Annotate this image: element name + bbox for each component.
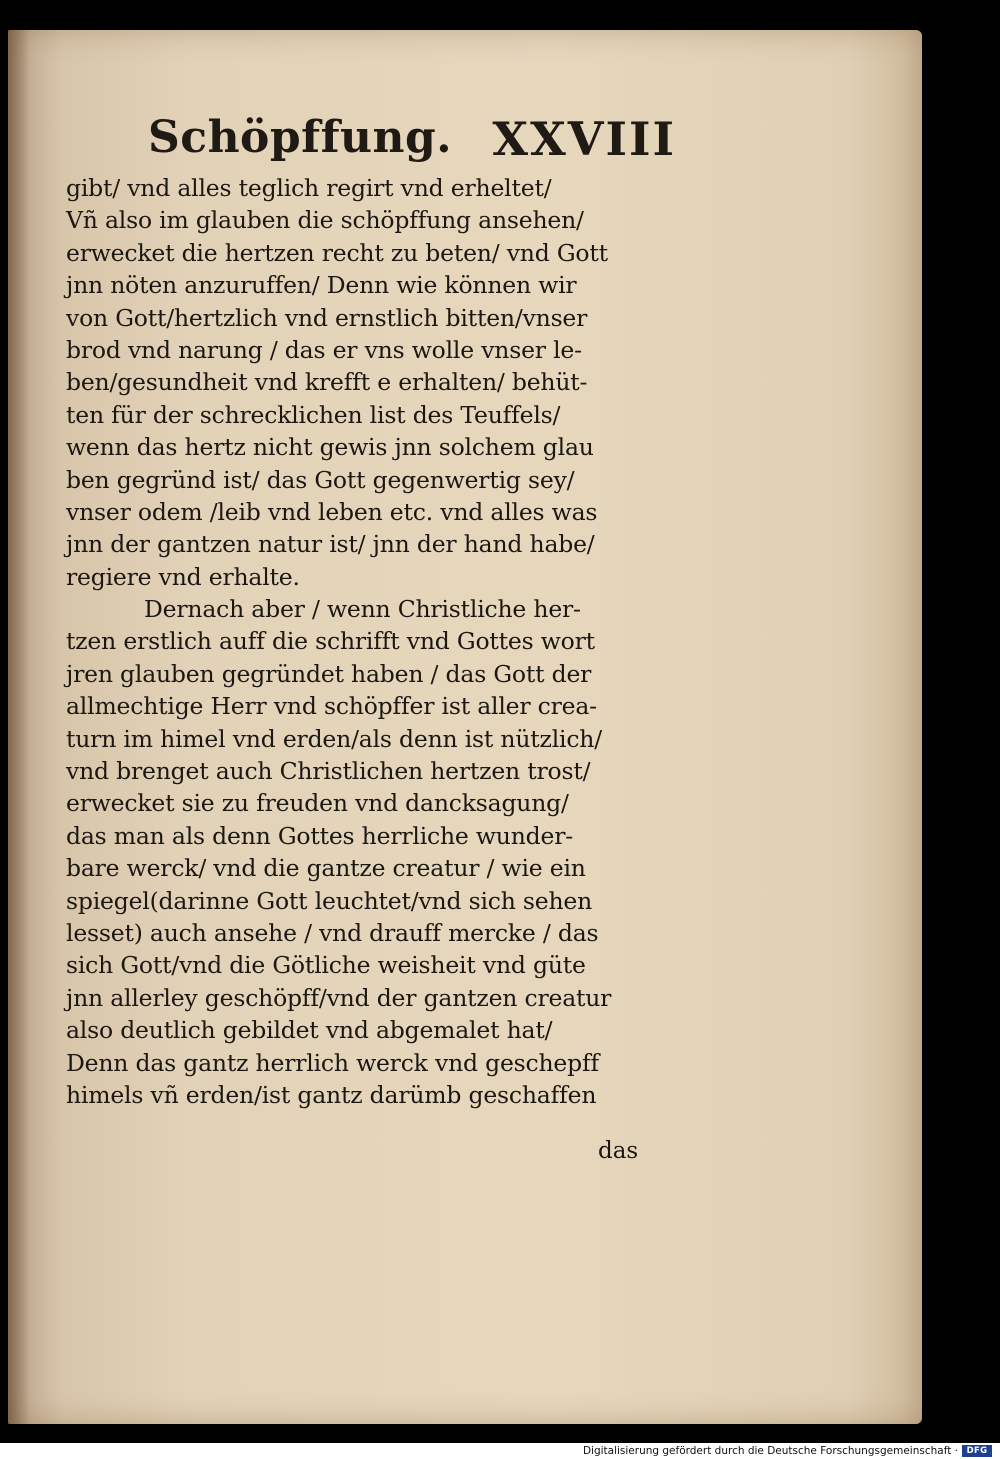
text-line: vnser odem /leib vnd leben etc. vnd alles was: [66, 497, 598, 526]
body-text: [66, 172, 666, 1111]
text-line: wenn das hertz nicht gewis jnn solchem glau: [66, 433, 594, 462]
text-line: das man als denn Gottes herrliche wunder-: [66, 821, 573, 850]
running-head: [148, 112, 676, 174]
text-line: brod vnd narung / das er vns wolle vnser le-: [66, 335, 582, 364]
page-spine-shadow: [8, 30, 30, 1424]
folio-number: XXVIII: [492, 112, 676, 166]
text-line: allmechtige Herr vnd schöpffer ist aller crea-: [66, 692, 597, 721]
running-title: Schöpffung.: [148, 112, 453, 163]
text-line: vnd brenget auch Christlichen hertzen trost/: [66, 757, 591, 786]
text-line: ben gegründ ist/ das Gott gegenwertig sey/: [66, 465, 575, 494]
text-line: von Gott/hertzlich vnd ernstlich bitten/vnser: [66, 303, 588, 332]
text-line: erwecket sie zu freuden vnd dancksagung/: [66, 789, 569, 818]
text-line: gibt/ vnd alles teglich regirt vnd erheltet/: [66, 174, 552, 202]
text-line: himels vñ erden/ist gantz darümb geschaffen: [66, 1080, 597, 1109]
text-line: turn im himel vnd erden/als denn ist nützlich/: [66, 724, 602, 753]
text-line: bare werck/ vnd die gantze creatur / wie ein: [66, 854, 586, 883]
catchword: das: [598, 1138, 639, 1164]
text-line: erwecket die hertzen recht zu beten/ vnd Gott: [66, 238, 608, 267]
text-line: ten für der schrecklichen list des Teuffels/: [66, 400, 561, 429]
text-line: jren glauben gegründet haben / das Gott der: [66, 659, 592, 688]
text-line: ben/gesundheit vnd krefft e erhalten/ behüt-: [66, 368, 588, 397]
text-line: sich Gott/vnd die Götliche weisheit vnd güte: [66, 951, 586, 980]
text-line: lesset) auch ansehe / vnd drauff mercke / das: [66, 918, 599, 947]
text-line: Denn das gantz herrlich werck vnd geschepff: [66, 1048, 599, 1077]
text-line: regiere vnd erhalte.: [66, 562, 300, 591]
text-line: tzen erstlich auff die schrifft vnd Gottes wort: [66, 627, 595, 656]
text-line: also deutlich gebildet vnd abgemalet hat/: [66, 1016, 553, 1045]
dfg-logo: DFG: [962, 1445, 992, 1457]
text-line: jnn allerley geschöpff/vnd der gantzen creatur: [66, 983, 612, 1012]
text-line: jnn der gantzen natur ist/ jnn der hand habe/: [66, 530, 595, 559]
text-line: Vñ also im glauben die schöpffung ansehen/: [66, 206, 584, 235]
text-line: jnn nöten anzuruffen/ Denn wie können wir: [66, 271, 577, 300]
footer-credit: Digitalisierung gefördert durch die Deutsche Forschungsgemeinschaft ·: [582, 1445, 958, 1457]
text-line: spiegel(darinne Gott leuchtet/vnd sich sehen: [66, 886, 593, 915]
paragraph-start-line: Dernach aber / wenn Christliche her-: [144, 595, 581, 624]
